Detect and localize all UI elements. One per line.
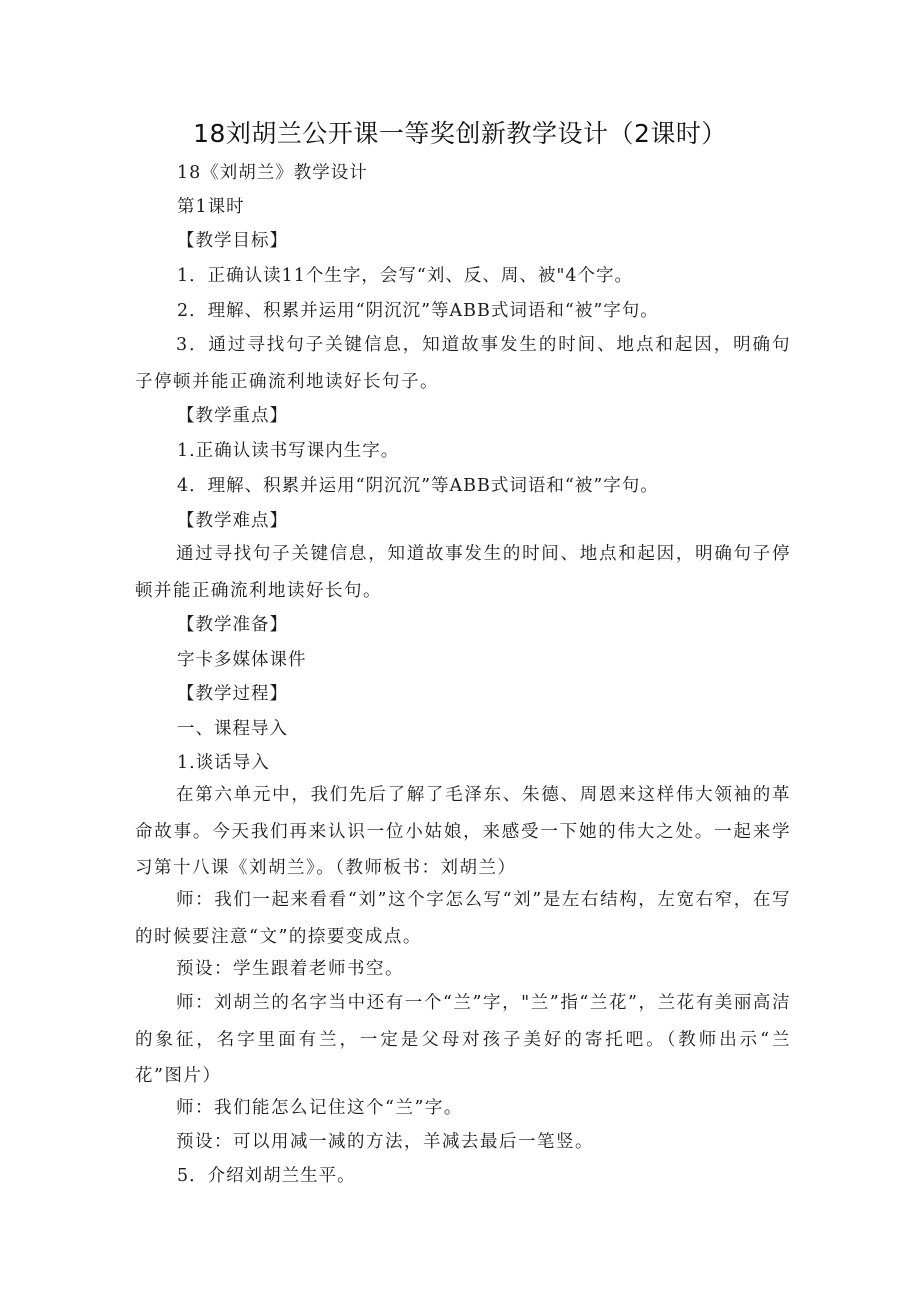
lesson-plan-subtitle: 18《刘胡兰》教学设计 (177, 163, 368, 183)
paragraph-teacher-liu: 师：我们一起来看看“刘”这个字怎么写“刘”是左右结构，左宽右窄，在写的时候要注意“文”的捺要变成点。 (135, 890, 791, 947)
key-point-2: 4．理解、积累并运用“阴沉沉”等ABB式词语和“被”字句。 (177, 476, 659, 496)
goals-heading: 【教学目标】 (177, 231, 288, 251)
difficulty-heading: 【教学难点】 (177, 511, 288, 531)
key-point-1: 1.正确认读书写课内生字。 (177, 441, 400, 461)
goal-item-2: 2．理解、积累并运用“阴沉沉”等ABB式词语和“被”字句。 (177, 301, 659, 321)
process-heading: 【教学过程】 (177, 684, 288, 704)
paragraph-preset-1: 预设：学生跟着老师书空。 (176, 959, 404, 979)
section-intro: 一、课程导入 (177, 719, 288, 739)
document-title: 18刘胡兰公开课一等奖创新教学设计（2课时） (193, 119, 727, 148)
key-points-heading: 【教学重点】 (177, 406, 288, 426)
paragraph-intro: 在第六单元中，我们先后了解了毛泽东、朱德、周恩来这样伟大领袖的革命故事。今天我们再来认识一位小姑娘，来感受一下她的伟大之处。一起来学习第十八课《刘胡兰》。（教师板书：刘胡兰） (135, 785, 791, 878)
step-biography: 5．介绍刘胡兰生平。 (177, 1166, 356, 1186)
lesson-number: 第1课时 (177, 197, 245, 217)
goal-item-3: 3．通过寻找句子关键信息，知道故事发生的时间、地点和起因，明确句子停顿并能正确流利地读好长句子。 (135, 335, 791, 392)
difficulty-text: 通过寻找句子关键信息，知道故事发生的时间、地点和起因，明确句子停顿并能正确流利地读好长句。 (135, 544, 791, 601)
step-talk-intro: 1.谈话导入 (177, 753, 270, 773)
prep-text: 字卡多媒体课件 (177, 650, 307, 670)
paragraph-teacher-lan: 师：刘胡兰的名字当中还有一个“兰”字，"兰”指“兰花”，兰花有美丽高洁的象征，名字里面有兰，一定是父母对孩子美好的寄托吧。（教师出示“兰花”图片） (135, 993, 791, 1086)
prep-heading: 【教学准备】 (177, 615, 288, 635)
paragraph-teacher-remember: 师：我们能怎么记住这个“兰”字。 (176, 1098, 463, 1118)
paragraph-preset-2: 预设：可以用减一减的方法，羊减去最后一笔竖。 (176, 1132, 594, 1152)
goal-item-1: 1．正确认读11个生字，会写“刘、反、周、被"4个字。 (177, 266, 634, 286)
